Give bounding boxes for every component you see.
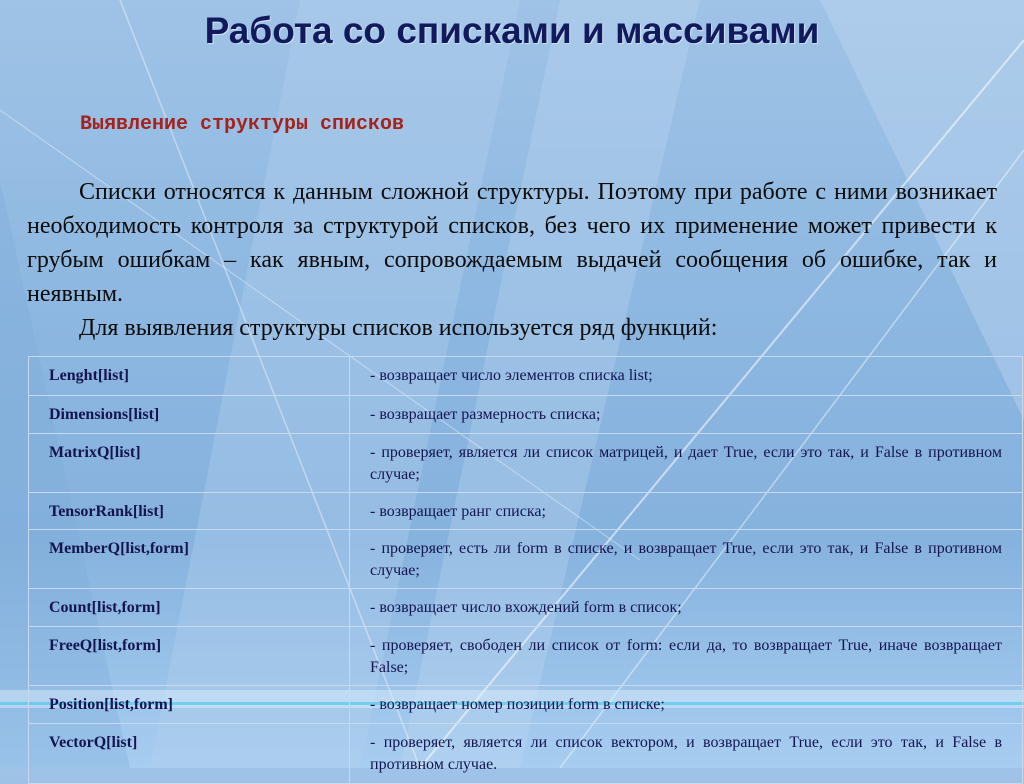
table-row xyxy=(29,357,1023,396)
table-row xyxy=(29,686,1023,724)
function-description: - проверяет, есть ли form в списке, и возвращает True, если это так, и False в противном случае; xyxy=(350,530,1023,589)
function-name: TensorRank[list] xyxy=(29,493,350,530)
page-title: Работа со списками и массивами xyxy=(204,10,820,51)
function-description: - возвращает номер позиции form в списке; xyxy=(350,686,1023,724)
body-text xyxy=(27,175,997,345)
function-description: - возвращает число элементов списка list; xyxy=(350,357,1023,396)
function-name: FreeQ[list,form] xyxy=(29,627,350,686)
function-name: MemberQ[list,form] xyxy=(29,530,350,589)
function-name: Dimensions[list] xyxy=(29,396,350,434)
table-row xyxy=(29,627,1023,686)
function-description: - проверяет, свободен ли список от form: если да, то возвращает True, иначе возвращает False; xyxy=(350,627,1023,686)
function-name: Count[list,form] xyxy=(29,589,350,627)
function-description: - проверяет, является ли список матрицей, и дает True, если это так, и False в противном случае; xyxy=(350,434,1023,493)
paragraph: Для выявления структуры списков используется ряд функций: xyxy=(79,315,718,341)
function-name: Position[list,form] xyxy=(29,686,350,724)
function-description: - проверяет, является ли список вектором, и возвращает True, если это так, и False в противном случае. xyxy=(350,724,1023,784)
table-row xyxy=(29,724,1023,784)
table-row xyxy=(29,589,1023,627)
table-row xyxy=(29,396,1023,434)
table-row xyxy=(29,434,1023,493)
paragraph: Списки относятся к данным сложной структуры. Поэтому при работе с ними возникает необходимость контроля за структурой списков, без чего их применение может привести к грубым ошибкам – как явным, сопровождаемым выдачей сообщения об ошибке, так и неявным. xyxy=(27,179,997,307)
table-row xyxy=(29,530,1023,589)
function-name: VectorQ[list] xyxy=(29,724,350,784)
table-row xyxy=(29,493,1023,530)
function-name: Lenght[list] xyxy=(29,357,350,396)
function-description: - возвращает число вхождений form в список; xyxy=(350,589,1023,627)
function-description: - возвращает размерность списка; xyxy=(350,396,1023,434)
function-name: MatrixQ[list] xyxy=(29,434,350,493)
section-subtitle: Выявление структуры списков xyxy=(80,113,405,136)
functions-table xyxy=(28,356,1023,784)
function-description: - возвращает ранг списка; xyxy=(350,493,1023,530)
